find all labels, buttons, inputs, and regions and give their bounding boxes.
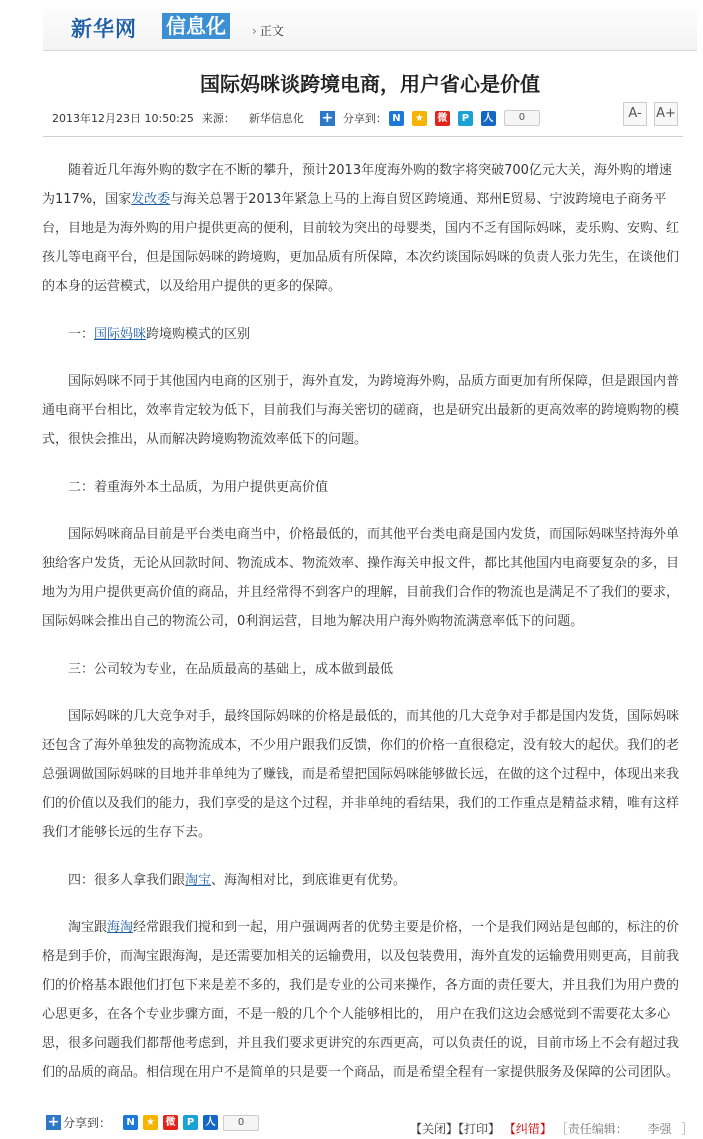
- article-body: [42, 156, 682, 1106]
- weibo-icon[interactable]: 微: [163, 1115, 178, 1130]
- section-heading: 二：着重海外本土品质，为用户提供更高价值: [68, 480, 329, 495]
- site-header: [43, 0, 697, 51]
- chevron-right-icon: ›: [252, 24, 257, 38]
- editor-label: ［责任编辑：: [555, 1122, 628, 1136]
- publish-datetime: 2013年12月23日 10:50:25: [52, 112, 194, 125]
- weibo-icon[interactable]: 微: [435, 111, 450, 126]
- footer-share: [46, 1114, 259, 1131]
- source-label-text: 来源：: [201, 112, 235, 125]
- qzone-icon[interactable]: ★: [143, 1115, 158, 1130]
- editor-label-close: ］: [681, 1122, 694, 1136]
- section-heading: [42, 866, 682, 895]
- breadcrumb-current: 正文: [259, 24, 284, 38]
- channel-logo[interactable]: 信息化: [162, 13, 230, 39]
- link-haitao[interactable]: 海淘: [107, 920, 134, 935]
- text: 随着近几年海外购的数字在不断的攀升，预计2013年度海外购的数字将突破700亿元大关，海外购的增速为117%，国家: [42, 163, 672, 207]
- xinhua-logo[interactable]: 新华网: [71, 17, 137, 41]
- sina-icon[interactable]: N: [389, 111, 404, 126]
- breadcrumb: [252, 22, 284, 39]
- text: 与海关总署于2013年紧急上马的上海自贸区跨境通、郑州E贸易、宁波跨境电子商务平台，目地是为海外购的用户提供更高的便利，目前较为突出的母婴类，国内不乏有国际妈咪，麦乐购、安购、红孩儿等电商平台，但是国际妈咪的跨境购，更加品质有所保障，本次约谈国际妈咪的负责人张力先生，在谈他们的本身的运营模式，以及给用户提供的更多的保障。: [42, 192, 680, 294]
- qzone-icon[interactable]: ★: [412, 111, 427, 126]
- report-error-link[interactable]: 【纠错】: [503, 1122, 552, 1136]
- section-heading: [42, 320, 682, 349]
- text: 淘宝跟: [68, 920, 108, 935]
- text: 、海淘相对比，到底谁更有优势。: [211, 873, 407, 888]
- section-heading: 三：公司较为专业，在品质最高的基础上，成本做到最低: [68, 662, 394, 677]
- article-title: 国际妈咪谈跨境电商，用户省心是价值: [200, 72, 540, 96]
- share-label: 分享到：: [63, 1116, 112, 1130]
- font-smaller-button[interactable]: A-: [623, 102, 647, 126]
- footer-links: [410, 1120, 693, 1137]
- article-meta: [52, 110, 548, 126]
- link-fagaiwei[interactable]: 发改委: [131, 192, 171, 207]
- paragraph: 国际妈咪商品目前是平台类电商当中，价格最低的，而其他平台类电商是国内发货，而国际妈咪坚持海外单独给客户发货，无论从回款时间、物流成本、物流效率、操作海关申报文件，都比其他国内电商要复杂的多，目地为为用户提供更高价值的商品，并且经常得不到客户的理解，目前我们合作的物流也是满足不了我们的要求，国际妈咪会推出自己的物流公司，0利润运营，目地为解决用户海外购物流满意率低下的问题。: [42, 527, 680, 629]
- sina-icon[interactable]: N: [123, 1115, 138, 1130]
- renren-icon[interactable]: 人: [203, 1115, 218, 1130]
- share-label: 分享到：: [342, 112, 387, 125]
- share-count: 0: [504, 110, 540, 126]
- divider: [43, 136, 683, 137]
- pengyou-icon[interactable]: P: [183, 1115, 198, 1130]
- paragraph: [42, 156, 682, 301]
- editor-name: 李强: [647, 1122, 672, 1136]
- text: 跨境购模式的区别: [146, 327, 251, 342]
- link-guojimami[interactable]: 国际妈咪: [94, 327, 147, 342]
- font-larger-button[interactable]: A+: [654, 102, 678, 126]
- pengyou-icon[interactable]: P: [458, 111, 473, 126]
- share-count: 0: [223, 1115, 259, 1131]
- source-name: 新华信息化: [248, 112, 304, 125]
- close-link[interactable]: 【关闭】: [410, 1122, 459, 1136]
- plus-share-icon[interactable]: +: [47, 1114, 60, 1130]
- paragraph: [42, 913, 682, 1087]
- paragraph: 国际妈咪的几大竞争对手，最终国际妈咪的价格是最低的，而其他的几大竞争对手都是国内发货，国际妈咪还包含了海外单独发的高物流成本，不少用户跟我们反馈，你们的价格一直很稳定，没有较大的起伏。我们的老总强调做国际妈咪的目地并非单纯为了赚钱，而是希望把国际妈咪能够做长远，在做的这个过程中，体现出来我们的价值以及我们的能力，我们享受的是这个过程，并非单纯的看结果，我们的工作重点是精益求精，唯有这样我们才能够长远的生存下去。: [42, 709, 680, 840]
- text: 经常跟我们搅和到一起，用户强调两者的优势主要是价格，一个是我们网站是包邮的，标注的价格是到手价，而淘宝跟海淘，是还需要加相关的运输费用，以及包装费用，海外直发的运输费用则更高，目前我们的价格基本跟他们打包下来是差不多的，我们是专业的公司来操作，各方面的责任要大，并且我们为用户费的心思更多，在各个专业步骤方面，不是一般的几个个人能够相比的， 用户在我们这边会感觉到不需要花太多心思，很多问题我们都帮他考虑到，并且我们要求更讲究的东西更高，可以负责任的说，目前市场上不会有超过我们的品质的商品。相信现在用户不是简单的只是要一个商品，而是希望全程有一家提供服务及保障的公司团队。: [42, 920, 680, 1080]
- plus-share-icon[interactable]: +: [321, 109, 334, 126]
- text: 一：: [68, 327, 95, 342]
- print-link[interactable]: 【打印】: [458, 1122, 501, 1136]
- renren-icon[interactable]: 人: [481, 111, 496, 126]
- link-taobao[interactable]: 淘宝: [185, 873, 212, 888]
- text: 四：很多人拿我们跟: [68, 873, 186, 888]
- source-label: [202, 110, 312, 126]
- paragraph: 国际妈咪不同于其他国内电商的区别于，海外直发，为跨境海外购，品质方面更加有所保障，但是跟国内普通电商平台相比，效率肯定较为低下，目前我们与海关密切的磋商，也是研究出最新的更高效率的跨境购物的模式，很快会推出，从而解决跨境购物流效率低下的问题。: [42, 374, 680, 447]
